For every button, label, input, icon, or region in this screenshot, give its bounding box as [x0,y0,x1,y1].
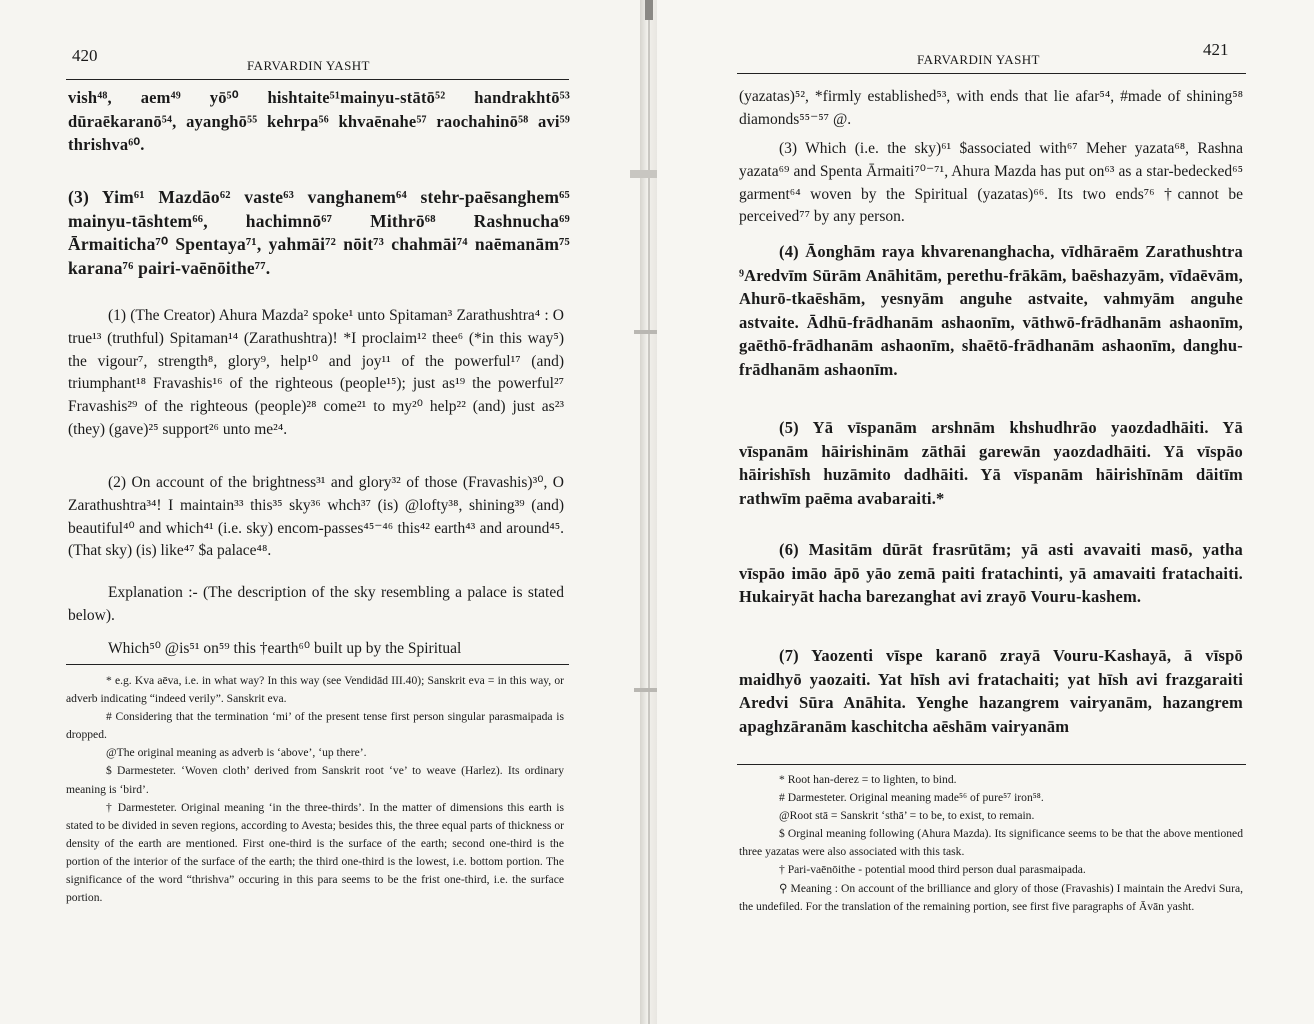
footnote: † Darmesteter. Original meaning ‘in the three-thirds’. In the matter of dimensions this earth is stated to be divided in seven regions, according to Avesta; besides this, the three equal parts of thickness or density of the earth are mentioned. First one-third is the surface of the earth; second one-third is the portion of the interior of the surface of the earth; the third one-third is the lowest, i.e. bottom portion. The significance of the word “thrishva” occuring in this para seems to be the frist one-third, i.e. the surface portion. [66,800,564,905]
avesta-text-block: vish⁴⁸, aem⁴⁹ yō⁵⁰ hishtaite⁵¹mainyu-stātō⁵² handrakhtō⁵³ dūraēkaranō⁵⁴, ayanghō⁵⁵ kehrpa⁵⁶ khvaēnahe⁵⁷ raochahinō⁵⁸ avi⁵⁹ thrishva⁶⁰. [68,88,570,154]
translation-para-1: (yazatas)⁵², *firmly established⁵³, with ends that lie afar⁵⁴, #made of shining⁵⁸ diamonds⁵⁵⁻⁵⁷ @. [739,88,1243,128]
footnotes [66,672,564,907]
right-page [657,0,1314,1024]
translation-para-2: (2) On account of the brightness³¹ and glory³² of those (Fravashis)³⁰, O Zarathushtra³⁴! I maintain³³ this³⁵ sky³⁶ whch³⁷ (is) @lofty³⁸, shining³⁹ (and) beautiful⁴⁰ and which⁴¹ (i.e. sky) encom-passes⁴⁵⁻⁴⁶ this⁴² earth⁴³ and around⁴⁵. (That sky) (is) like⁴⁷ $a palace⁴⁸. [68,474,564,560]
footnote: # Considering that the termination ‘mi’ of the present tense first person singular parasmaipada is dropped. [66,710,564,742]
running-head: FARVARDIN YASHT [247,58,370,73]
footnote: @Root stā = Sanskrit ‘sthā’ = to be, to exist, to remain. [779,809,1035,823]
footnote: † Pari-vaēnōithe - potential mood third person dual parasmaipada. [779,863,1086,877]
footnote-rule [737,764,1246,765]
page-number: 421 [1203,40,1229,59]
footnote: ⚲ Meaning : On account of the brilliance and glory of those (Fravashis) I maintain the Aredvi Sura, the undefiled. For the translation of the remaining portion, see first five paragraphs of Āvān yasht. [739,881,1243,913]
avesta-verse-5: (5) Yā vīspanām arshnām khshudhrāo yaozdadhāiti. Yā vīspanām hāirishinām zāthāi garewān yaozdadhāiti. Yā vīspāo hāirishīsh huzāmito dadhāiti. Yā vīspanām hāirishīnām dāitīm rathwīm paēma avabaraiti.* [739,418,1243,508]
translation-para-2: (3) Which (i.e. the sky)⁶¹ $associated with⁶⁷ Meher yazata⁶⁸, Rashna yazata⁶⁹ and Spenta Ārmaiti⁷⁰⁻⁷¹, Ahura Mazda has put on⁶³ as a star-bedecked⁶⁵ garment⁶⁴ woven by the Spiritual (yazatas)⁶⁶. Its two ends⁷⁶ †cannot be perceived⁷⁷ by any person. [739,140,1243,226]
avesta-verse-6: (6) Masitām dūrāt frasrūtām; yā asti avavaiti masō, yatha vīspāo imāo āpō yāo zemā paiti fratachinti, yā amavaiti fratachaiti. Hukairyāt hacha barezanghat avi zrayō Vouru-kashem. [739,540,1243,606]
gutter-line [648,0,650,1024]
footnote: $ Orginal meaning following (Ahura Mazda). Its significance seems to be that the above mentioned three yazatas were also associated with this task. [739,827,1243,859]
translation-para-1: (1) (The Creator) Ahura Mazda² spoke¹ unto Spitaman³ Zarathushtra⁴ : O true¹³ (truthful) Spitaman¹⁴ (Zarathushtra)! *I proclaim¹² thee⁶ (*in this way⁵) the vigour⁷, strength⁸, glory⁹, help¹⁰ and joy¹¹ of the powerful¹⁷ (and) triumphant¹⁸ Fravashis¹⁶ of the righteous (people¹⁵); just as¹⁹ the powerful²⁷ Fravashis²⁹ of the righteous (people)²⁸ come²¹ to my²⁰ help²² (and) just as²³ (they) (gave)²⁵ support²⁶ unto me²⁴. [68,307,564,438]
footnote-rule [66,664,569,665]
avesta-verse-3: (3) Yim⁶¹ Mazdāo⁶² vaste⁶³ vanghanem⁶⁴ stehr-paēsanghem⁶⁵ mainyu-tāshtem⁶⁶, hachimnō⁶⁷ Mithrō⁶⁸ Rashnucha⁶⁹ Ārmaiticha⁷⁰ Spentaya⁷¹, yahmāi⁷² nōit⁷³ chahmāi⁷⁴ naēmanām⁷⁵ karana⁷⁶ pairi-vaēnōithe⁷⁷. [68,187,570,278]
translation-para-4: Which⁵⁰ @is⁵¹ on⁵⁹ this †earth⁶⁰ built up by the Spiritual [108,640,462,657]
page-number: 420 [72,46,98,65]
footnote: * e.g. Kva aēva, i.e. in what way? In this way (see Vendidād III.40); Sanskrit eva = in this way, or adverb indicating “indeed verily”. Sanskrit eva. [66,674,564,706]
header-rule [66,79,569,80]
gutter-mark [645,0,653,20]
footnotes [739,771,1243,916]
explanation-para: Explanation :- (The description of the sky resembling a palace is stated below). [68,584,564,624]
avesta-verse-4: (4) Āonghām raya khvarenanghacha, vīdhāraēm Zarathushtra ⁹Aredvīm Sūrām Anāhitām, perethu-frākām, baēshazyām, vīdaēvām, Ahurō-tkaēshām, yesnyām anguhe astvaite, vahmyām anguhe astvaite. Ādhū-frādhanām ashaonīm, vāthwō-frādhanām ashaonīm, gaēthō-frādhanām ashaonīm, shaētō-frādhanām ashaonīm, danghu-frādhanām ashaonīm. [739,242,1243,379]
footnote: $ Darmesteter. ‘Woven cloth’ derived from Sanskrit root ‘ve’ to weave (Harlez). Its ordinary meaning is ‘bird’. [66,764,564,796]
footnote: @The original meaning as adverb is ‘above’, ‘up there’. [106,746,367,760]
footnote: * Root han-derez = to lighten, to bind. [779,773,957,786]
running-head: FARVARDIN YASHT [917,52,1040,67]
footnote: # Darmesteter. Original meaning made⁵⁶ of pure⁵⁷ iron⁵⁸. [779,791,1044,805]
gutter-mark [630,170,660,178]
left-page [0,0,640,1024]
avesta-verse-7: (7) Yaozenti vīspe karanō zrayā Vouru-Kashayā, ā vīspō maidhyō yaozaiti. Yat hīsh avi fratachaiti; yat hīsh avi frazgaraiti Aredvi Sūra Anāhita. Yenghe hazangrem vairyanām, hazangrem apaghzāranām kaschitcha aēshām vairyanām [739,646,1243,736]
header-rule [737,73,1246,74]
